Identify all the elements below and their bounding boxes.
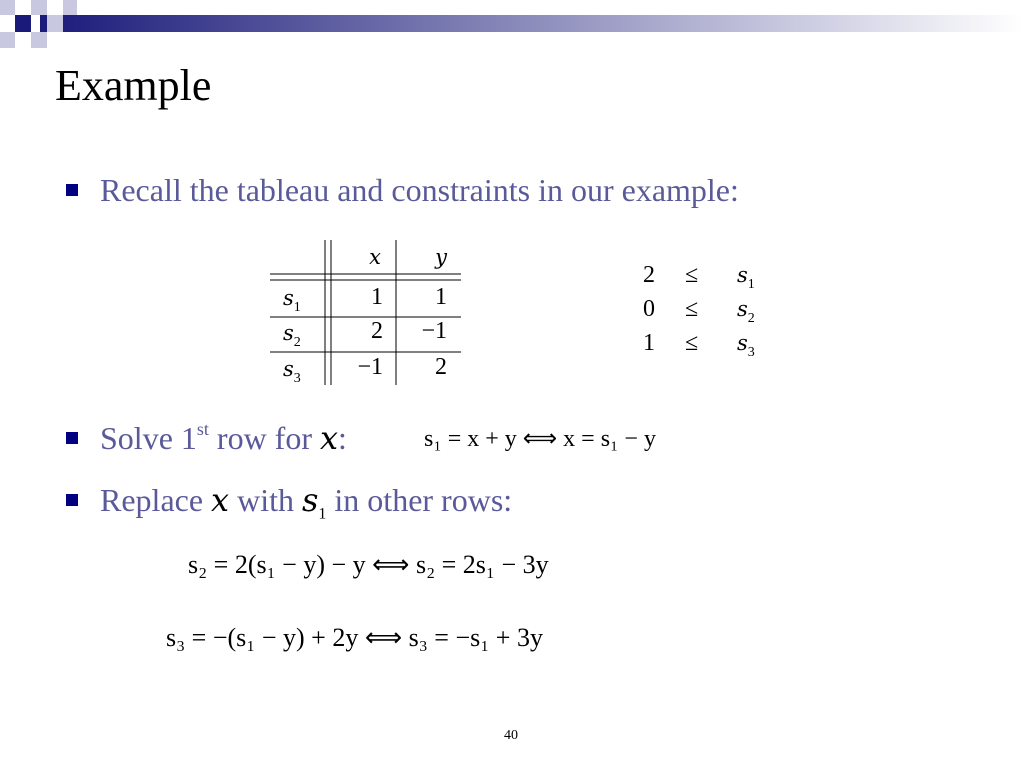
- tableau-col-header-y: y: [435, 245, 447, 269]
- tableau-cell: 2: [371, 318, 383, 344]
- bullet-text-1: Recall the tableau and constraints in our example:: [100, 172, 739, 208]
- tableau-row-label-2: $s_2$: [283, 321, 301, 350]
- slide-title: Example: [55, 61, 212, 110]
- tableau-cell: −1: [357, 354, 383, 380]
- tableau-row-label-1: $s_1$: [283, 286, 301, 315]
- bullet-text-3: Replace x with $s_1$ in other rows:: [100, 481, 513, 523]
- tableau-cell: 1: [371, 284, 383, 310]
- tableau-col-header-x: x: [369, 245, 381, 269]
- bullet-marker-1: [66, 184, 78, 196]
- solve-row-equation: s₁ = x + y ⟺ x = s₁ − y: [424, 426, 656, 452]
- tableau-cell: −1: [421, 318, 447, 344]
- row3-equation: s₃ = −(s₁ − y) + 2y ⟺ s₃ = −s₁ + 3y: [166, 623, 543, 652]
- constraint-row-2: 0 ≤ $s_2$: [643, 296, 755, 326]
- bullet-text-2: Solve 1st row for x:: [100, 419, 347, 457]
- tableau-row-label-3: $s_3$: [283, 357, 301, 386]
- tableau-cell: 1: [435, 284, 447, 310]
- page-number: 40: [504, 728, 518, 743]
- bullet-marker-3: [66, 494, 78, 506]
- constraint-row-3: 1 ≤ $s_3$: [643, 330, 755, 360]
- constraint-row-1: 2 ≤ $s_1$: [643, 262, 755, 292]
- header-decoration: [0, 0, 1024, 60]
- row2-equation: s₂ = 2(s₁ − y) − y ⟺ s₂ = 2s₁ − 3y: [188, 550, 549, 579]
- tableau-cell: 2: [435, 354, 447, 380]
- bullet-marker-2: [66, 432, 78, 444]
